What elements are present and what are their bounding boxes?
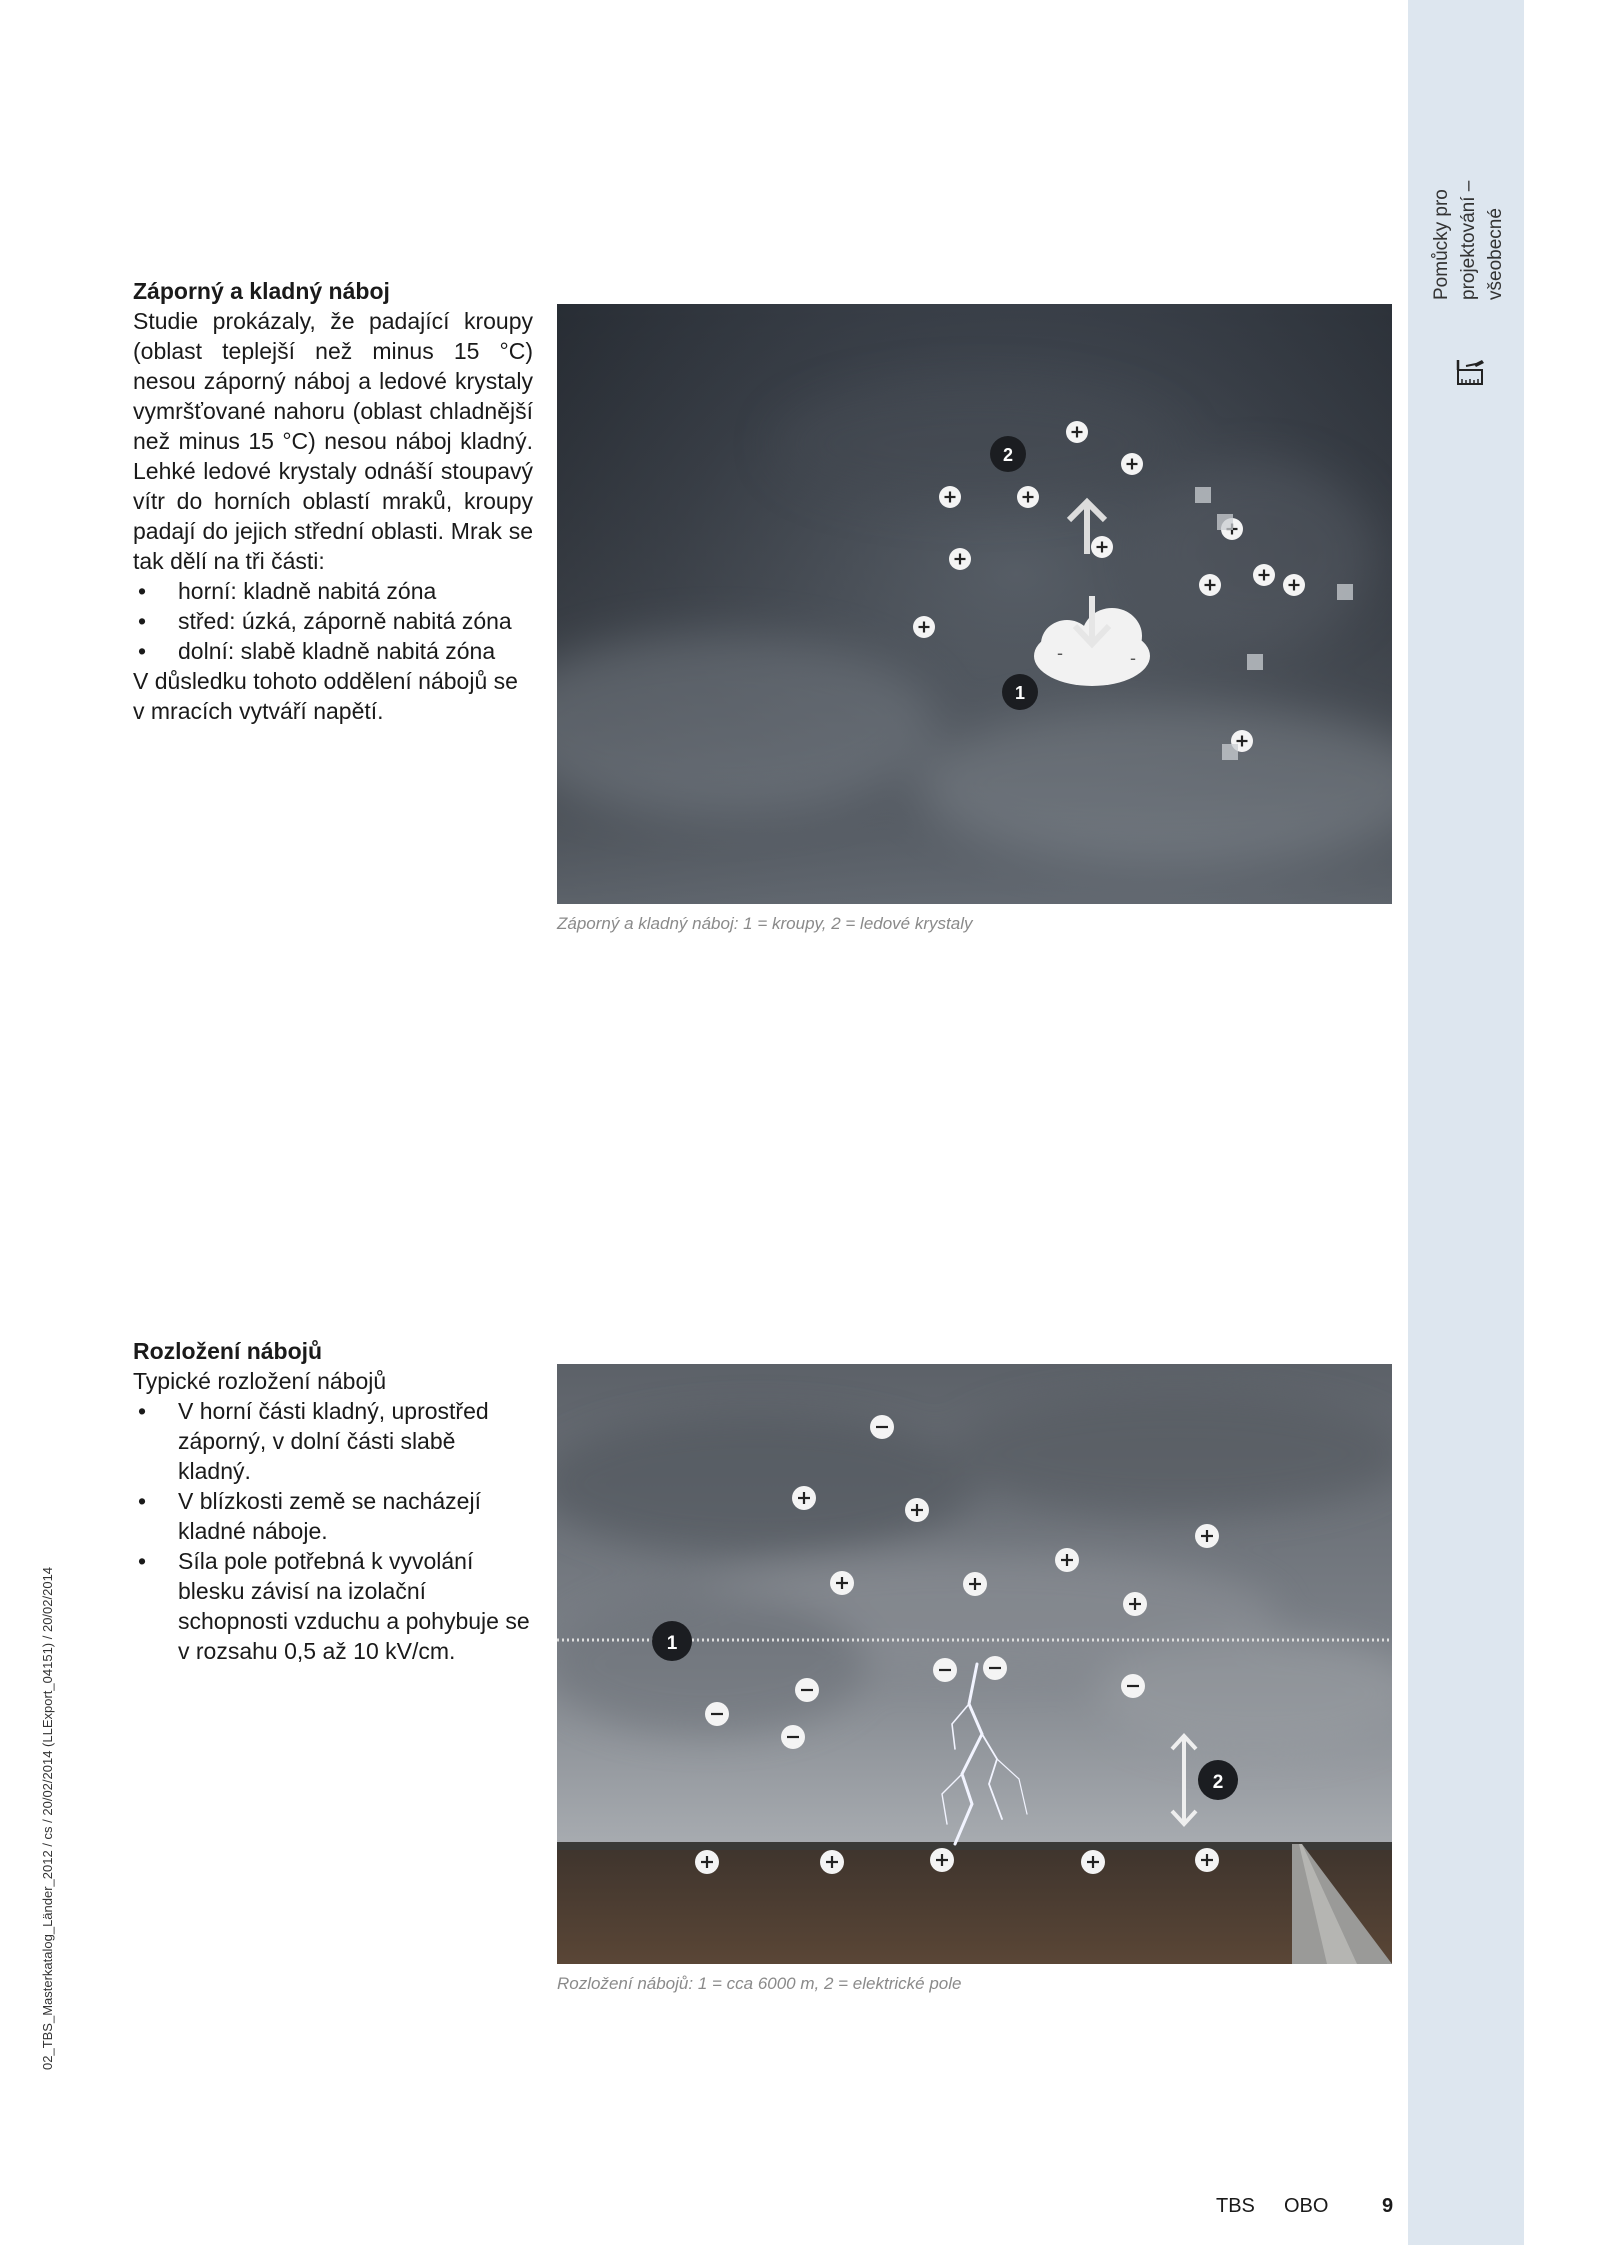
positive-charge-icon (1195, 1524, 1219, 1548)
positive-charge-icon (1253, 564, 1275, 586)
ice-crystal-mark (1222, 744, 1238, 760)
positive-charge-icon (1199, 574, 1221, 596)
positive-charge-icon (930, 1848, 954, 1872)
sidebar-label (1428, 40, 1509, 300)
negative-charge-icon (795, 1678, 819, 1702)
positive-charge-icon (1195, 1848, 1219, 1872)
marker-1 (1002, 674, 1038, 710)
tools-ruler-icon (1452, 356, 1486, 390)
negative-charge-icon (933, 1658, 957, 1682)
positive-charge-icon (1283, 574, 1305, 596)
positive-charge-icon (963, 1572, 987, 1596)
section1-bullet: • dolní: slabě kladně nabitá zóna (133, 636, 533, 666)
positive-charge-icon (1123, 1592, 1147, 1616)
svg-text:1: 1 (1014, 683, 1026, 703)
section1-bullet-list (133, 576, 533, 666)
section1-caption: Záporný a kladný náboj: 1 = kroupy, 2 = ledové krystaly (557, 914, 973, 933)
positive-charge-icon (1017, 486, 1039, 508)
section1-body (133, 306, 533, 726)
positive-charge-icon (1081, 1850, 1105, 1874)
storm-cloud-photo (557, 304, 1392, 904)
marker-2 (990, 436, 1026, 472)
sidebar-label-line1: Pomůcky pro (1431, 189, 1452, 300)
svg-text:2: 2 (1212, 1772, 1224, 1793)
ice-crystal-mark (1217, 514, 1233, 530)
section1-bullet: • horní: kladně nabitá zóna (133, 576, 533, 606)
positive-charge-icon (820, 1850, 844, 1874)
negative-charge-icon (781, 1725, 805, 1749)
section1-closing: V důsledku tohoto oddělení nábojů se v mracích vytváří napětí. (133, 668, 518, 724)
section2-body (133, 1366, 533, 1666)
sidebar-band (1408, 0, 1524, 2245)
positive-charge-icon (939, 486, 961, 508)
section2-bullet-list (133, 1396, 533, 1666)
footer-brand-tbs: TBS (1216, 2195, 1255, 2217)
footer-brand-obo: OBO (1284, 2195, 1329, 2217)
ice-crystal-mark (1247, 654, 1263, 670)
section2-caption: Rozložení nábojů: 1 = cca 6000 m, 2 = elektrické pole (557, 1974, 962, 1993)
section2-bullet: • V blízkosti země se nacházejí kladné náboje. (133, 1486, 533, 1546)
positive-charge-icon (1091, 536, 1113, 558)
marker-1 (652, 1621, 692, 1661)
positive-charge-icon (695, 1850, 719, 1874)
section2-bullet: • V horní části kladný, uprostřed záporný, v dolní části slabě kladný. (133, 1396, 533, 1486)
negative-charge-icon (870, 1415, 894, 1439)
section2-heading: Rozložení nábojů (133, 1338, 323, 1364)
positive-charge-icon (1121, 453, 1143, 475)
ice-crystal-mark (1337, 584, 1353, 600)
sidebar-label-line2: projektování – (1458, 180, 1479, 300)
svg-text:-: - (1057, 643, 1063, 663)
svg-text:2: 2 (1002, 445, 1014, 465)
section1-bullet: • střed: úzká, záporně nabitá zóna (133, 606, 533, 636)
marker-2 (1198, 1760, 1238, 1800)
section2-intro: Typické rozložení nábojů (133, 1368, 387, 1394)
negative-charge-icon (1121, 1674, 1145, 1698)
negative-charge-icon (705, 1702, 729, 1726)
positive-charge-icon (949, 548, 971, 570)
svg-text:1: 1 (666, 1633, 678, 1654)
svg-text:-: - (1130, 648, 1136, 668)
document-code: 02_TBS_Masterkatalog_Länder_2012 / cs / 20/02/2014 (LLExport_04151) / 20/02/2014 (40, 1566, 55, 2070)
positive-charge-icon (830, 1571, 854, 1595)
positive-charge-icon (1066, 421, 1088, 443)
page-number: 9 (1382, 2195, 1394, 2217)
positive-charge-icon (1055, 1548, 1079, 1572)
thunderstorm-field-photo (557, 1364, 1392, 1964)
sidebar-label-line3: všeobecné (1485, 208, 1506, 300)
positive-charge-icon (905, 1498, 929, 1522)
section1-heading: Záporný a kladný náboj (133, 278, 390, 304)
section1-paragraph: Studie prokázaly, že padající kroupy (oblast teplejší než minus 15 °C) nesou záporný náboj a ledové krystaly vymršťované nahoru (oblast chladnější než minus 15 °C) nesou náboj kladný. Lehké ledové krystaly odnáší stoupavý vítr do horních oblastí mraků, kroupy padají do jejich střední oblasti. Mrak se tak dělí na tři části: (133, 308, 533, 574)
ice-crystal-mark (1195, 487, 1211, 503)
positive-charge-icon (913, 616, 935, 638)
section2-bullet: • Síla pole potřebná k vyvolání blesku závisí na izolační schopnosti vzduchu a pohybuje se v rozsahu 0,5 až 10 kV/cm. (133, 1546, 533, 1666)
positive-charge-icon (792, 1486, 816, 1510)
negative-charge-icon (983, 1656, 1007, 1680)
